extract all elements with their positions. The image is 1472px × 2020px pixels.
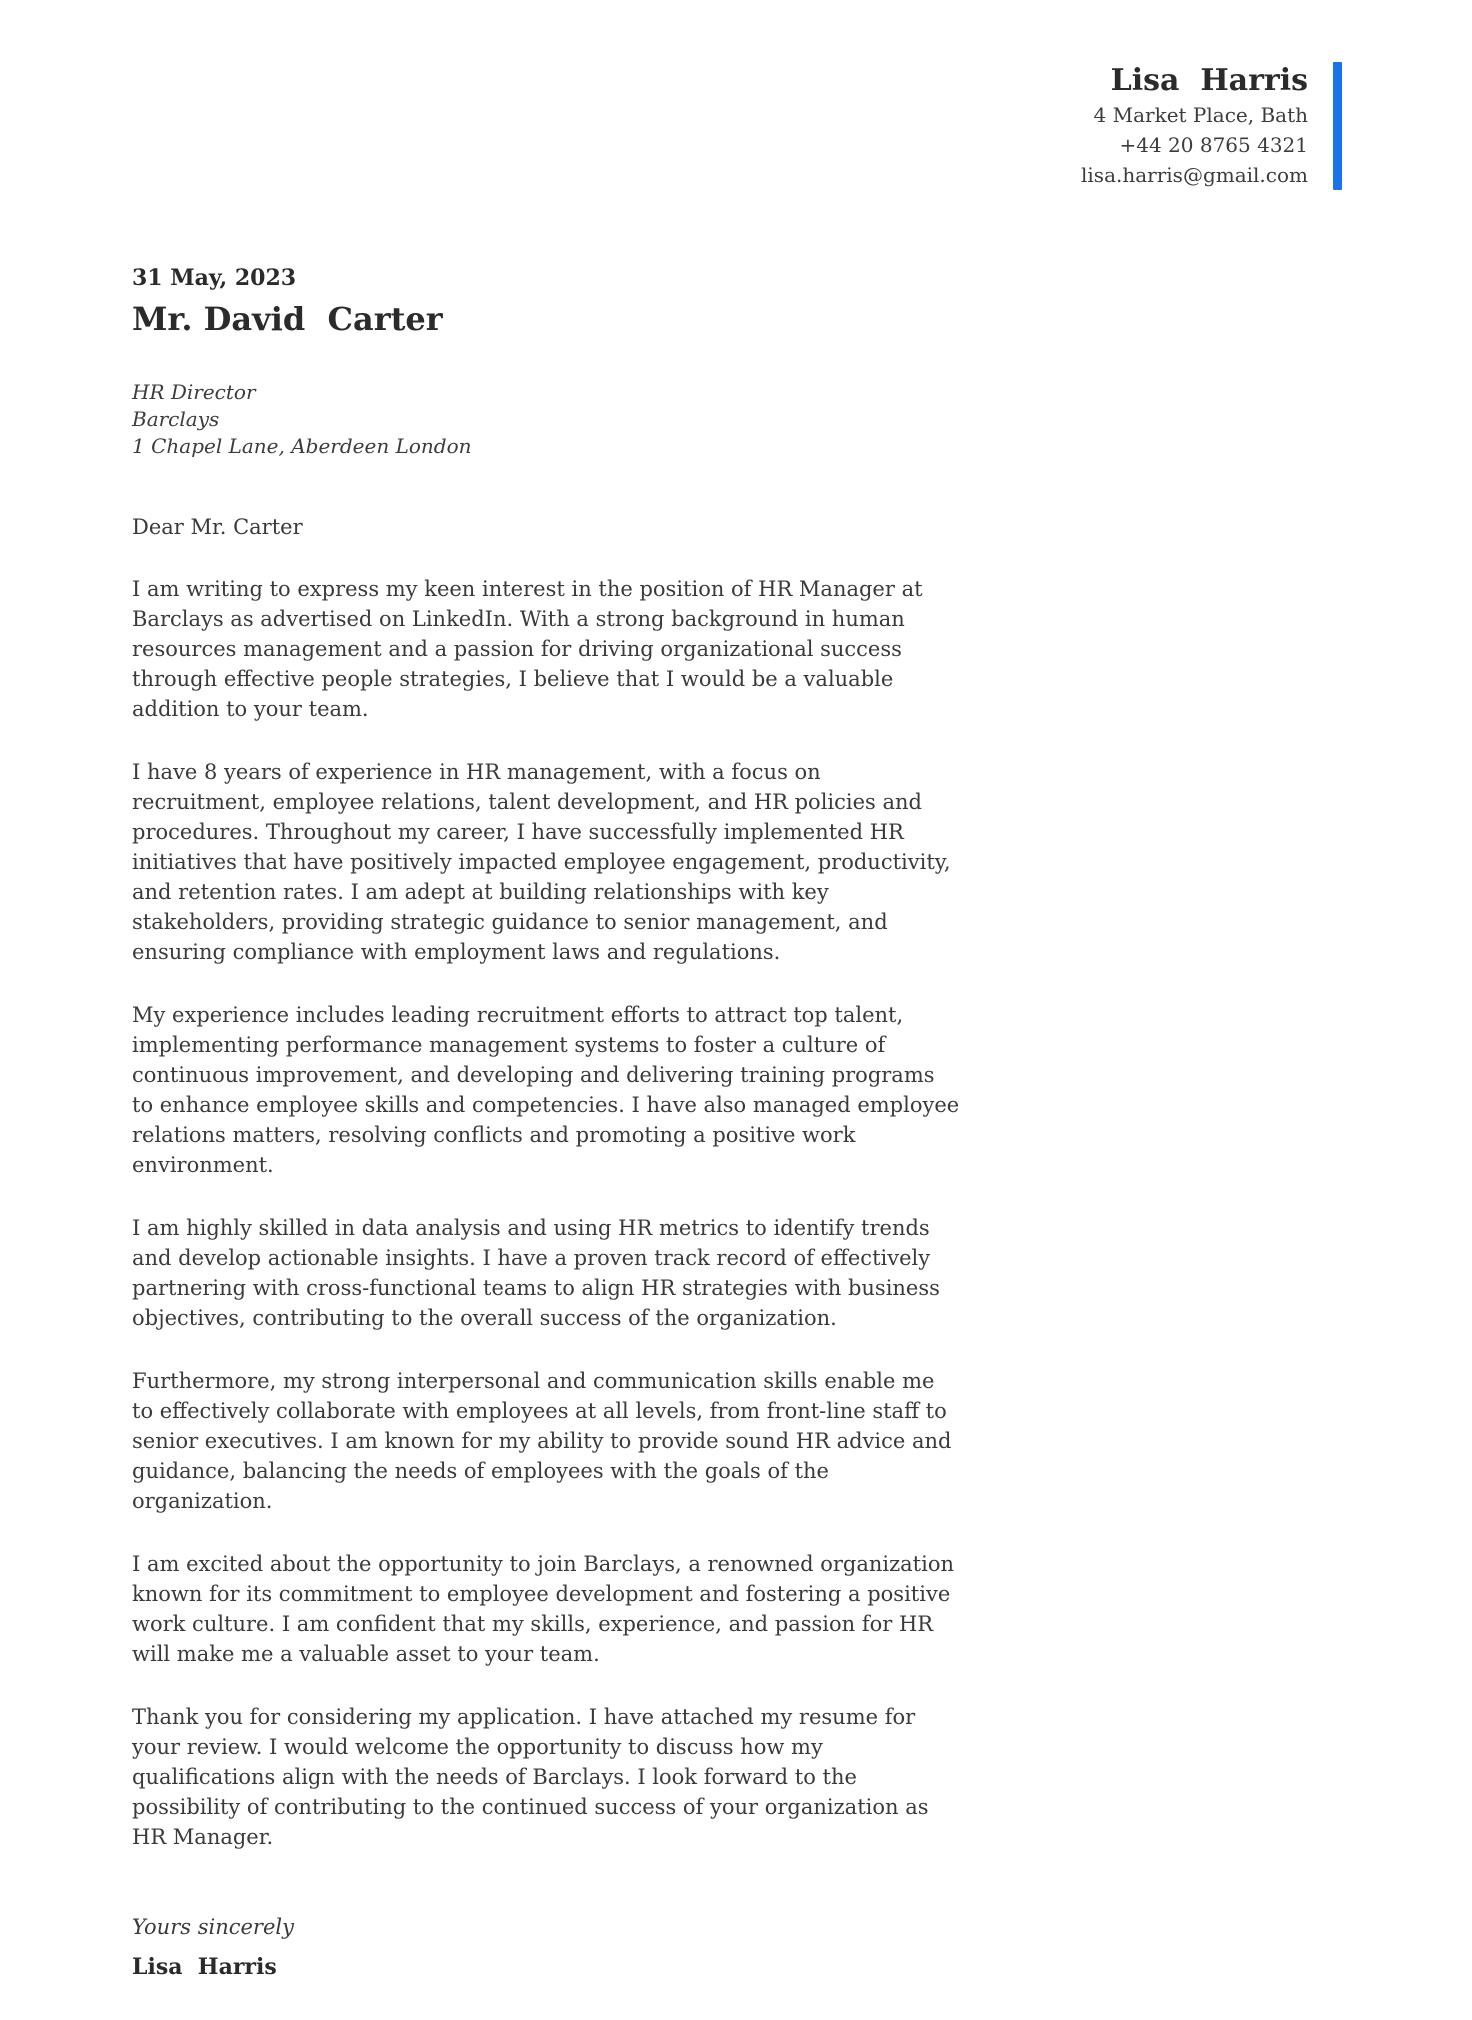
sender-header: [1081, 62, 1342, 190]
sender-contact-block: [1081, 62, 1333, 190]
letter-paragraph: I am excited about the opportunity to join Barclays, a renowned organization known for its commitment to employee development and fostering a positive work culture. I am confident that my skills, experience, and passion for HR will make me a valuable asset to your team.: [132, 1552, 954, 1666]
recipient-name: Mr. David Carter: [132, 300, 443, 338]
sender-phone: +44 20 8765 4321: [1119, 133, 1308, 157]
recipient-title: HR Director: [132, 380, 256, 404]
letter-body: [132, 263, 960, 1982]
sender-name: Lisa Harris: [1110, 63, 1308, 98]
closing-phrase: Yours sincerely: [132, 1915, 294, 1939]
salutation: Dear Mr. Carter: [132, 515, 303, 539]
recipient-company: Barclays: [132, 407, 220, 431]
letter-paragraphs: [132, 574, 960, 1852]
letter-date: 31 May, 2023: [132, 265, 297, 291]
letter-paragraph: I am highly skilled in data analysis and using HR metrics to identify trends and develop actionable insights. I have a proven track record of effectively partnering with cross-functional teams to align HR strategies with business objectives, contributing to the overall success of the organization.: [132, 1216, 940, 1330]
sender-address: 4 Market Place, Bath: [1093, 103, 1308, 127]
accent-bar: [1333, 62, 1342, 190]
letter-paragraph: I have 8 years of experience in HR management, with a focus on recruitment, employee relations, talent development, and HR policies and procedures. Throughout my career, I have successfully implemented HR initiatives that have positively impacted employee engagement, productivity, and retention rates. I am adept at building relationships with key stakeholders, providing strategic guidance to senior management, and ensuring compliance with employment laws and regulations.: [132, 760, 951, 964]
signature-name: Lisa Harris: [132, 1954, 277, 1980]
letter-paragraph: Thank you for considering my application. I have attached my resume for your review. I would welcome the opportunity to discuss how my qualifications align with the needs of Barclays. I look forward to the possibility of contributing to the continued success of your organization as HR Manager.: [132, 1705, 929, 1849]
recipient-details: [132, 379, 960, 460]
letter-paragraph: Furthermore, my strong interpersonal and communication skills enable me to effectively collaborate with employees at all levels, from front-line staff to senior executives. I am known for my ability to provide sound HR advice and guidance, balancing the needs of employees with the goals of the organization.: [132, 1369, 952, 1513]
letter-paragraph: My experience includes leading recruitment efforts to attract top talent, implementing performance management systems to foster a culture of continuous improvement, and developing and delivering training programs to enhance employee skills and competencies. I have also managed employee relations matters, resolving conflicts and promoting a positive work environment.: [132, 1003, 960, 1177]
letter-paragraph: I am writing to express my keen interest in the position of HR Manager at Barclays as advertised on LinkedIn. With a strong background in human resources management and a passion for driving organizational success through effective people strategies, I believe that I would be a valuable addition to your team.: [132, 577, 923, 721]
recipient-address: 1 Chapel Lane, Aberdeen London: [132, 434, 472, 458]
sender-email: lisa.harris@gmail.com: [1081, 163, 1308, 187]
